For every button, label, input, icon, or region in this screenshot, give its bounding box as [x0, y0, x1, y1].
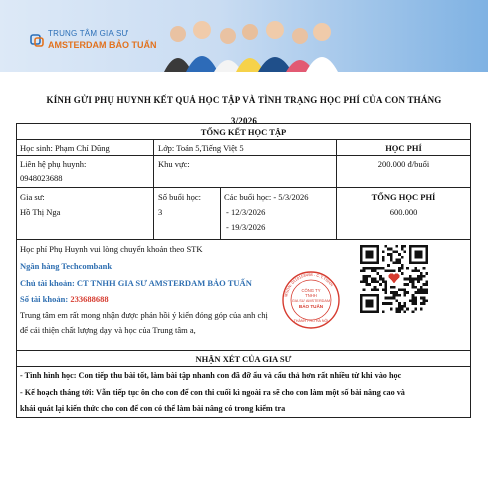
payment-intro: Học phí Phụ Huynh vui lòng chuyển khoản theo STK — [20, 244, 203, 254]
table-rule — [16, 366, 471, 367]
brand-name-line1: TRUNG TÂM GIA SƯ — [48, 29, 129, 38]
stamp-text: BẢO TUẤN — [298, 304, 324, 309]
stamp-text: TNHH — [305, 293, 317, 298]
total-fee-label: TỔNG HỌC PHÍ — [371, 192, 436, 202]
feedback-note: Trung tâm em rất mong nhận được phản hồi ý kiến đóng góp của anh chị — [20, 310, 268, 320]
tutor-label: Gia sư: — [20, 192, 45, 202]
account-number-row — [20, 292, 109, 306]
report-title: KÍNH GỬI PHỤ HUYNH KẾT QUẢ HỌC TẬP VÀ TÌNH TRẠNG HỌC PHÍ CỦA CON THÁNG 3/2026 — [46, 95, 442, 126]
sessions-label: Số buổi học: — [158, 192, 201, 202]
stamp-text: CÔNG TY — [301, 288, 321, 293]
table-rule — [16, 187, 471, 188]
team-photo-icon — [150, 0, 488, 72]
fee-label: HỌC PHÍ — [385, 143, 422, 153]
table-rule — [16, 239, 471, 240]
total-fee-value: 600.000 — [389, 207, 418, 217]
summary-heading: TỔNG KẾT HỌC TẬP — [200, 127, 287, 137]
review-plan: khái quát lại kiến thức cho con để con có thể làm bài nâng có trong kiểm tra — [20, 404, 286, 413]
session-date: - 19/3/2026 — [226, 222, 266, 232]
stamp-text: THÀNH PHỐ HÀ NỘI — [293, 319, 329, 323]
stamp-text: GIA SƯ AMSTERDAM — [291, 299, 331, 303]
table-rule — [220, 187, 221, 239]
account-holder: Chủ tài khoản: CT TNHH GIA SƯ AMSTERDAM BẢO TUẤN — [20, 278, 252, 288]
sessions-value: 3 — [158, 207, 163, 217]
session-date: - 12/3/2026 — [226, 207, 266, 217]
student-name: Học sinh: Phạm Chí Dũng — [20, 143, 110, 153]
company-stamp-icon — [281, 270, 341, 330]
bank-name: Ngân hàng Techcombank — [20, 261, 113, 271]
session-date: Các buổi học: - 5/3/2026 — [224, 192, 309, 202]
feedback-note: để cải thiện chất lượng dạy và học của Trung tâm a, — [20, 325, 196, 335]
table-rule — [16, 155, 471, 156]
stamp-ring-text: MSDN: 0110158498 - C.T.TNHH — [283, 271, 335, 298]
table-rule — [16, 139, 471, 140]
fee-value: 200.000 đ/buổi — [377, 159, 430, 169]
table-rule — [16, 350, 471, 351]
account-number: 233688688 — [70, 294, 109, 304]
bank-qr-code-icon — [360, 245, 428, 313]
review-situation: - Tình hình học: Con tiếp thu bài tốt, làm bài tập nhanh con đã đỡ ẩu và cẩu thả hơn rất nhiều từ khi vào học — [20, 371, 402, 380]
header-banner — [0, 0, 488, 72]
tutor-name: Hồ Thị Nga — [20, 207, 61, 217]
review-plan: - Kế hoạch tháng tới: Vẫn tiếp tục ôn cho con để con thi cuối kì ngoài ra sẽ cho con làm một số bài nâng cao và — [20, 388, 405, 397]
class-subjects: Lớp: Toán 5,Tiếng Việt 5 — [158, 143, 244, 153]
account-number-label: Số tài khoản: — [20, 294, 71, 304]
brand-name-line2: AMSTERDAM BẢO TUẤN — [48, 40, 157, 50]
parent-phone: 0948023688 — [20, 173, 63, 183]
brand-logo-icon — [30, 33, 44, 47]
table-rule — [153, 139, 154, 239]
review-heading: NHẬN XÉT CỦA GIA SƯ — [195, 354, 292, 364]
area-label: Khu vực: — [158, 159, 190, 169]
parent-contact-label: Liên hệ phụ huynh: — [20, 159, 87, 169]
